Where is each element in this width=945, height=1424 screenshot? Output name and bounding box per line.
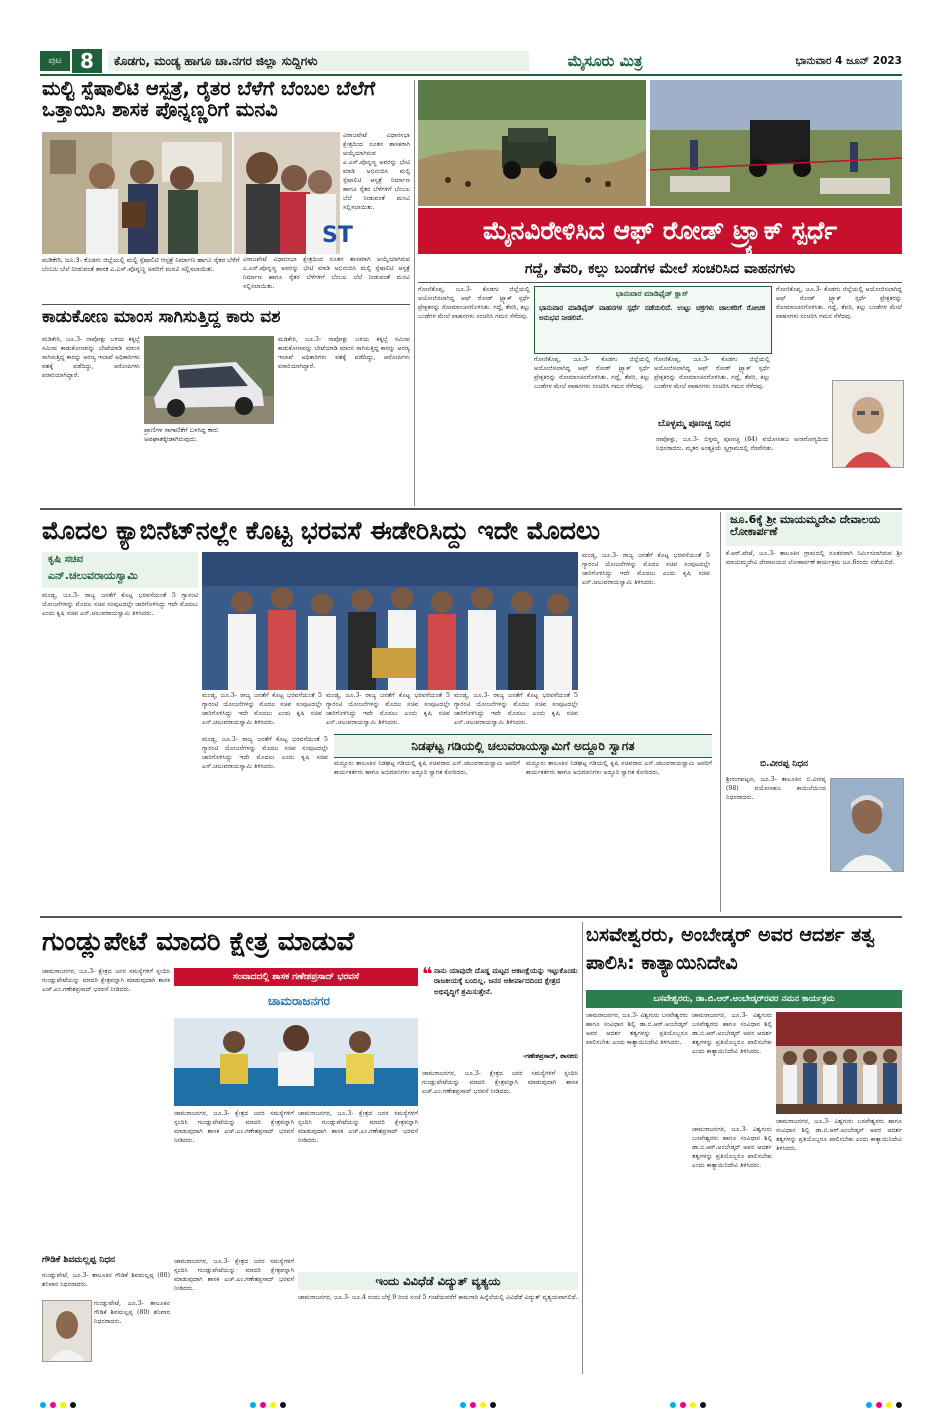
registration-dot (460, 1402, 466, 1408)
story2-body-col2: ಮಡಿಕೇರಿ, ಜೂ.3- ನಾಪೋಕ್ಲು ಬಳಿಯ ಕಕ್ಕಬ್ಬೆ ಸಮೀಪ ಕಾಡುಕೋಣವನ್ನು ಬೇಟೆಯಾಡಿ ಮಾಂಸ ಸಾಗಿಸುತ್ತಿದ್ದ ಕಾರನ್ನು ಅರಣ್ಯ ಇಲಾಖೆ ಅಧಿಕಾರಿಗಳು ವಶಕ್ಕೆ ಪಡೆದಿದ್ದು, ಆರೋಪಿಗಳು ಪರಾರಿಯಾಗಿದ್ದಾರೆ. (278, 336, 410, 370)
story6-headline: ಜೂ.6ಕ್ಕೆ ಶ್ರೀ ಮಾಯಮ್ಮದೇವಿ ದೇವಾಲಯ ಲೋಕಾರ್ಪಣೆ (726, 512, 902, 546)
registration-dot (40, 1402, 46, 1408)
story4-body-col5: ಮಂಡ್ಯ, ಜೂ.3- ರಾಜ್ಯ ಜನತೆಗೆ ಕೊಟ್ಟ ಭರವಸೆಯಂತೆ 5 ಗ್ಯಾರಂಟಿ ಯೋಜನೆಗಳನ್ನು ಮೊದಲ ಸಚಿವ ಸಂಪುಟದಲ್ಲೇ ಜಾರಿಗೊಳಿಸಿದ್ದು ಇದೇ ಮೊದಲು ಎಂದು ಕೃಷಿ ಸಚಿವ ಎನ್.ಚಲುವರಾಯಸ್ವಾಮಿ ತಿಳಿಸಿದರು. (582, 552, 710, 586)
story9-headline: ಬಸವೇಶ್ವರರು, ಅಂಬೇಡ್ಕರ್ ಅವರ ಆದರ್ಶ ತತ್ವ ಪಾಲಿಸಿ: ಕಾತ್ಯಾಯಿನಿದೇವಿ (586, 924, 875, 974)
story4-body-col4: ಮಂಡ್ಯ, ಜೂ.3- ರಾಜ್ಯ ಜನತೆಗೆ ಕೊಟ್ಟ ಭರವಸೆಯಂತೆ 5 ಗ್ಯಾರಂಟಿ ಯೋಜನೆಗಳನ್ನು ಮೊದಲ ಸಚಿವ ಸಂಪುಟದಲ್ಲೇ ಜಾರಿಗೊಳಿಸಿದ್ದು ಇದೇ ಮೊದಲು ಎಂದು ಕೃಷಿ ಸಚಿವ ಎನ್.ಚಲುವರಾಯಸ್ವಾಮಿ ತಿಳಿಸಿದರು. (454, 692, 578, 726)
story9-body-col4: ಚಾಮರಾಜನಗರ, ಜೂ.3- ವಿಶ್ವಗುರು ಬಸವೇಶ್ವರರು ಹಾಗೂ ಸಂವಿಧಾನ ಶಿಲ್ಪಿ ಡಾ.ಬಿ.ಆರ್.ಅಂಬೇಡ್ಕರ್ ಅವರ ಆದರ್ಶ ತತ್ವಗಳನ್ನು ಪ್ರತಿಯೊಬ್ಬರೂ ಪಾಲಿಸಬೇಕು ಎಂದು ಕಾತ್ಯಾಯಿನಿದೇವಿ ತಿಳಿಸಿದರು. (776, 1118, 902, 1152)
story8-headline: ಇಂದು ವಿವಿಧೆಡೆ ವಿದ್ಯುತ್ ವ್ಯತ್ಯಯ (298, 1272, 578, 1290)
divider (418, 282, 902, 283)
story1-caption: ಮಡಿಕೇರಿ, ಜೂ.3- ಕೊಡಗು ಜಿಲ್ಲೆಯಲ್ಲಿ ಮಲ್ಟಿ ಸ್ಪೆಷಾಲಿಟಿ ಆಸ್ಪತ್ರೆ ನಿರ್ಮಾಣ ಹಾಗೂ ರೈತರ ಬೆಳೆಗೆ ಬೆಂಬಲ ಬೆಲೆ ನೀಡುವಂತೆ ಶಾಸಕ ಎ.ಎಸ್.ಪೊನ್ನಣ್ಣ ಅವರಿಗೆ ಮನವಿ ಸಲ್ಲಿಸಲಾಯಿತು. (42, 256, 240, 273)
story2-headline: ಕಾಡುಕೋಣ ಮಾಂಸ ಸಾಗಿಸುತ್ತಿದ್ದ ಕಾರು ವಶ (42, 307, 281, 327)
story7-body-col5: ಚಾಮರಾಜನಗರ, ಜೂ.3- ಕ್ಷೇತ್ರದ ಜನರ ಸಮಸ್ಯೆಗಳಿಗೆ ಸ್ಪಂದಿಸಿ ಗುಂಡ್ಲುಪೇಟೆಯನ್ನು ಮಾದರಿ ಕ್ಷೇತ್ರವನ್ನಾಗಿ ಮಾಡುವುದಾಗಿ ಶಾಸಕ ಎಚ್.ಎಂ.ಗಣೇಶಪ್ರಸಾದ್ ಭರವಸೆ ನೀಡಿದರು. (174, 1258, 294, 1292)
registration-dot (70, 1402, 76, 1408)
story9-body-col1: ಚಾಮರಾಜನಗರ, ಜೂ.3- ವಿಶ್ವಗುರು ಬಸವೇಶ್ವರರು ಹಾಗೂ ಸಂವಿಧಾನ ಶಿಲ್ಪಿ ಡಾ.ಬಿ.ಆರ್.ಅಂಬೇಡ್ಕರ್ ಅವರ ಆದರ್ಶ ತತ್ವಗಳನ್ನು ಪ್ರತಿಯೊಬ್ಬರೂ ಪಾಲಿಸಬೇಕು ಎಂದು ಕಾತ್ಯಾಯಿನಿದೇವಿ ತಿಳಿಸಿದರು. (586, 1012, 688, 1046)
story6-body: ಕೆ.ಆರ್.ಪೇಟೆ, ಜೂ.3- ತಾಲೂಕಿನ ಗ್ರಾಮದಲ್ಲಿ ನೂತನವಾಗಿ ನಿರ್ಮಿಸಲಾಗಿರುವ ಶ್ರೀ ಮಾಯಮ್ಮದೇವಿ ದೇವಾಲಯದ ಲೋಕಾರ್ಪಣೆ ಕಾರ್ಯಕ್ರಮ ಜೂ.6ರಂದು ನಡೆಯಲಿದೆ. (726, 550, 902, 566)
page-label: ಪುಟ (40, 51, 70, 71)
story4-byline (42, 552, 198, 588)
byline-name: ಎನ್.ಚಲುವರಾಯಸ್ವಾಮಿ (48, 569, 138, 582)
registration-dot (700, 1402, 706, 1408)
obit1-title: ಬೊಳ್ಳಮ್ಮ ಪೂಣಚ್ಚ ನಿಧನ (658, 419, 731, 429)
story1-photo (42, 132, 232, 254)
inset-body: ಭಾನುವಾರ ಮಾಡಿಫೈಡ್ ವಾಹನಗಳ ಸ್ಪರ್ಧೆ ನಡೆಯಲಿದೆ. ಉಟ್ಟು ಚಕ್ರಗಳು ಚಾಲಕರಿಗೆ ರೋಚಕ ಅನುಭವ ನೀಡಲಿವೆ. (539, 303, 765, 323)
page-number: 8 (72, 49, 102, 73)
registration-dot (886, 1402, 892, 1408)
story7-body-col3: ಚಾಮರಾಜನಗರ, ಜೂ.3- ಕ್ಷೇತ್ರದ ಜನರ ಸಮಸ್ಯೆಗಳಿಗೆ ಸ್ಪಂದಿಸಿ ಗುಂಡ್ಲುಪೇಟೆಯನ್ನು ಮಾದರಿ ಕ್ಷೇತ್ರವನ್ನಾಗಿ ಮಾಡುವುದಾಗಿ ಶಾಸಕ ಎಚ್.ಎಂ.ಗಣೇಶಪ್ರಸಾದ್ ಭರವಸೆ ನೀಡಿದರು. (298, 1110, 418, 1144)
story4-body-col2: ಮಂಡ್ಯ, ಜೂ.3- ರಾಜ್ಯ ಜನತೆಗೆ ಕೊಟ್ಟ ಭರವಸೆಯಂತೆ 5 ಗ್ಯಾರಂಟಿ ಯೋಜನೆಗಳನ್ನು ಮೊದಲ ಸಚಿವ ಸಂಪುಟದಲ್ಲೇ ಜಾರಿಗೊಳಿಸಿದ್ದು ಇದೇ ಮೊದಲು ಎಂದು ಕೃಷಿ ಸಚಿವ ಎನ್.ಚಲುವರಾಯಸ್ವಾಮಿ ತಿಳಿಸಿದರು. (202, 692, 322, 726)
registration-dot (270, 1402, 276, 1408)
quote-mark-icon: ❝ (422, 964, 433, 985)
page-header (40, 48, 902, 76)
divider (42, 304, 410, 305)
story9-body-col2: ಚಾಮರಾಜನಗರ, ಜೂ.3- ವಿಶ್ವಗುರು ಬಸವೇಶ್ವರರು ಹಾಗೂ ಸಂವಿಧಾನ ಶಿಲ್ಪಿ ಡಾ.ಬಿ.ಆರ್.ಅಂಬೇಡ್ಕರ್ ಅವರ ಆದರ್ಶ ತತ್ವಗಳನ್ನು ಪ್ರತಿಯೊಬ್ಬರೂ ಪಾಲಿಸಬೇಕು ಎಂದು ಕಾತ್ಯಾಯಿನಿದೇವಿ ತಿಳಿಸಿದರು. (692, 1012, 772, 1055)
story4-photo (202, 552, 578, 690)
story1-body-bottom: ವಿರಾಜಪೇಟೆ ವಿಧಾನಸಭಾ ಕ್ಷೇತ್ರದಿಂದ ನೂತನ ಶಾಸಕರಾಗಿ ಆಯ್ಕೆಯಾಗಿರುವ ಎ.ಎಸ್.ಪೊನ್ನಣ್ಣ ಅವರನ್ನು ಭೇಟಿ ಮಾಡಿ ಅಭಿನಂದಿಸಿ ಮಲ್ಟಿ ಸ್ಪೆಷಾಲಿಟಿ ಆಸ್ಪತ್ರೆ ನಿರ್ಮಾಣ ಹಾಗೂ ರೈತರ ಬೆಳೆಗಳಿಗೆ ಬೆಂಬಲ ಬೆಲೆ ನೀಡುವಂತೆ ಮನವಿ ಸಲ್ಲಿಸಲಾಯಿತು. (243, 256, 410, 290)
obit3-body: ಗುಂಡ್ಲುಪೇಟೆ, ಜೂ.3- ತಾಲೂಕಿನ ಗೌಡಿಕೆ ಶಿವಮಲ್ಲಪ್ಪ (80) ಶನಿವಾರ ನಿಧನರಾದರು. (42, 1272, 170, 1288)
svg-text:ST: ST (322, 223, 353, 248)
obit1-portrait (832, 380, 904, 468)
registration-dot (876, 1402, 882, 1408)
story4-body-col1: ಮಂಡ್ಯ, ಜೂ.3- ರಾಜ್ಯ ಜನತೆಗೆ ಕೊಟ್ಟ ಭರವಸೆಯಂತೆ 5 ಗ್ಯಾರಂಟಿ ಯೋಜನೆಗಳನ್ನು ಮೊದಲ ಸಚಿವ ಸಂಪುಟದಲ್ಲೇ ಜಾರಿಗೊಳಿಸಿದ್ದು ಇದೇ ಮೊದಲು ಎಂದು ಕೃಷಿ ಸಚಿವ ಎನ್.ಚಲುವರಾಯಸ್ವಾಮಿ ತಿಳಿಸಿದರು. (42, 592, 198, 617)
registration-dot (670, 1402, 676, 1408)
offroad-body-col3: ಗೋಣಿಕೊಪ್ಪ, ಜೂ.3- ಕೊಡಗು ಜಿಲ್ಲೆಯಲ್ಲಿ ಆಯೋಜಿಸಲಾಗಿದ್ದ ಆಫ್ ರೋಡ್ ಟ್ರ್ಯಾಕ್ ಸ್ಪರ್ಧೆ ಪ್ರೇಕ್ಷಕರನ್ನು ರೋಮಾಂಚನಗೊಳಿಸಿತು. ಗದ್ದೆ, ತೆವರಿ, ಕಲ್ಲು ಬಂಡೆಗಳ ಮೇಲೆ ವಾಹನಗಳು ಸಂಚರಿಸಿ ಗಮನ ಸೆಳೆದವು. (654, 356, 770, 390)
divider (40, 916, 902, 918)
story2-body: ಮಡಿಕೇರಿ, ಜೂ.3- ನಾಪೋಕ್ಲು ಬಳಿಯ ಕಕ್ಕಬ್ಬೆ ಸಮೀಪ ಕಾಡುಕೋಣವನ್ನು ಬೇಟೆಯಾಡಿ ಮಾಂಸ ಸಾಗಿಸುತ್ತಿದ್ದ ಕಾರನ್ನು ಅರಣ್ಯ ಇಲಾಖೆ ಅಧಿಕಾರಿಗಳು ವಶಕ್ಕೆ ಪಡೆದಿದ್ದು, ಆರೋಪಿಗಳು ಪರಾರಿಯಾಗಿದ್ದಾರೆ. (42, 336, 140, 379)
story7-headline: ಗುಂಡ್ಲುಪೇಟೆ ಮಾದರಿ ಕ್ಷೇತ್ರ ಮಾಡುವೆ (42, 927, 355, 957)
column-rule (582, 922, 583, 1374)
offroad-body-col4: ಗೋಣಿಕೊಪ್ಪ, ಜೂ.3- ಕೊಡಗು ಜಿಲ್ಲೆಯಲ್ಲಿ ಆಯೋಜಿಸಲಾಗಿದ್ದ ಆಫ್ ರೋಡ್ ಟ್ರ್ಯಾಕ್ ಸ್ಪರ್ಧೆ ಪ್ರೇಕ್ಷಕರನ್ನು ರೋಮಾಂಚನಗೊಳಿಸಿತು. ಗದ್ದೆ, ತೆವರಿ, ಕಲ್ಲು ಬಂಡೆಗಳ ಮೇಲೆ ವಾಹನಗಳು ಸಂಚರಿಸಿ ಗಮನ ಸೆಳೆದವು. (776, 286, 902, 320)
registration-dot (280, 1402, 286, 1408)
page-date: ಭಾನುವಾರ 4 ಜೂನ್ 2023 (795, 55, 902, 67)
section-title: ಕೊಡಗು, ಮಂಡ್ಯ ಹಾಗೂ ಚಾ.ನಗರ ಜಿಲ್ಲಾ ಸುದ್ದಿಗಳು (108, 51, 529, 71)
story7-photo (174, 988, 418, 1106)
registration-dot (480, 1402, 486, 1408)
offroad-photo-1 (418, 80, 646, 206)
registration-dot (490, 1402, 496, 1408)
story7-body-col1: ಚಾಮರಾಜನಗರ, ಜೂ.3- ಕ್ಷೇತ್ರದ ಜನರ ಸಮಸ್ಯೆಗಳಿಗೆ ಸ್ಪಂದಿಸಿ ಗುಂಡ್ಲುಪೇಟೆಯನ್ನು ಮಾದರಿ ಕ್ಷೇತ್ರವನ್ನಾಗಿ ಮಾಡುವುದಾಗಿ ಶಾಸಕ ಎಚ್.ಎಂ.ಗಣೇಶಪ್ರಸಾದ್ ಭರವಸೆ ನೀಡಿದರು. (42, 968, 170, 993)
story2-caption: ಪ್ರಾಣಿಗಳ ಸಾಗಾಣಿಕೆಗೆ ಬಳಸಿದ್ದ ಕಾರು ಅಪಘಾತಕ್ಕೀಡಾಗಿರುವುದು. (144, 426, 219, 443)
story5-body-col1: ಮದ್ದೂರು ತಾಲೂಕಿನ ನಿಡಘಟ್ಟ ಗಡಿಯಲ್ಲಿ ಕೃಷಿ ಸಚಿವರಾದ ಎನ್.ಚಲುವರಾಯಸ್ವಾಮಿ ಅವರಿಗೆ ಕಾರ್ಯಕರ್ತರು ಹಾಗೂ ಅಭಿಮಾನಿಗಳು ಅದ್ದೂರಿ ಸ್ವಾಗತ ಕೋರಿದರು. (334, 760, 520, 776)
story4-body-col3: ಮಂಡ್ಯ, ಜೂ.3- ರಾಜ್ಯ ಜನತೆಗೆ ಕೊಟ್ಟ ಭರವಸೆಯಂತೆ 5 ಗ್ಯಾರಂಟಿ ಯೋಜನೆಗಳನ್ನು ಮೊದಲ ಸಚಿವ ಸಂಪುಟದಲ್ಲೇ ಜಾರಿಗೊಳಿಸಿದ್ದು ಇದೇ ಮೊದಲು ಎಂದು ಕೃಷಿ ಸಚಿವ ಎನ್.ಚಲುವರಾಯಸ್ವಾಮಿ ತಿಳಿಸಿದರು. (326, 692, 450, 726)
obit2-portrait (830, 778, 904, 872)
column-rule (414, 80, 415, 506)
registration-dot (250, 1402, 256, 1408)
story7-body-col2: ಚಾಮರಾಜನಗರ, ಜೂ.3- ಕ್ಷೇತ್ರದ ಜನರ ಸಮಸ್ಯೆಗಳಿಗೆ ಸ್ಪಂದಿಸಿ ಗುಂಡ್ಲುಪೇಟೆಯನ್ನು ಮಾದರಿ ಕ್ಷೇತ್ರವನ್ನಾಗಿ ಮಾಡುವುದಾಗಿ ಶಾಸಕ ಎಚ್.ಎಂ.ಗಣೇಶಪ್ರಸಾದ್ ಭರವಸೆ ನೀಡಿದರು. (174, 1110, 294, 1144)
story7-tag: ಸಂವಾದದಲ್ಲಿ ಶಾಸಕ ಗಣೇಶಪ್ರಸಾದ್ ಭರವಸೆ (174, 968, 418, 986)
offroad-inset (534, 286, 772, 354)
story4-headline: ಮೊದಲ ಕ್ಯಾಬಿನೆಟ್‌ನಲ್ಲೇ ಕೊಟ್ಟ ಭರವಸೆ ಈಡೇರಿಸಿದ್ದು ಇದೇ ಮೊದಲು (42, 516, 601, 545)
obit2-title: ಬಿ.ವೀರಪ್ಪ ನಿಧನ (760, 759, 809, 769)
story2-car-photo (144, 336, 274, 424)
story5-body-col2: ಮದ್ದೂರು ತಾಲೂಕಿನ ನಿಡಘಟ್ಟ ಗಡಿಯಲ್ಲಿ ಕೃಷಿ ಸಚಿವರಾದ ಎನ್.ಚಲುವರಾಯಸ್ವಾಮಿ ಅವರಿಗೆ ಕಾರ್ಯಕರ್ತರು ಹಾಗೂ ಅಭಿಮಾನಿಗಳು ಅದ್ದೂರಿ ಸ್ವಾಗತ ಕೋರಿದರು. (526, 760, 712, 776)
obit3-portrait (42, 1300, 92, 1362)
registration-dot (470, 1402, 476, 1408)
story1-selfie-photo (234, 132, 353, 254)
story8-body: ಚಾಮರಾಜನಗರ, ಜೂ.3- ಜೂ.4 ರಂದು ಬೆಳ್ಗೆ 9 ರಿಂದ ಸಂಜೆ 5 ಗಂಟೆಯವರೆಗೆ ಕಾಮಗಾರಿ ಹಿನ್ನೆಲೆಯಲ್ಲಿ ವಿವಿಧೆಡೆ ವಿದ್ಯುತ್ ವ್ಯತ್ಯಯವಾಗಲಿದೆ. (298, 1294, 578, 1301)
byline-title: ಕೃಷಿ ಸಚಿವ (48, 554, 84, 565)
offroad-body-col2: ಗೋಣಿಕೊಪ್ಪ, ಜೂ.3- ಕೊಡಗು ಜಿಲ್ಲೆಯಲ್ಲಿ ಆಯೋಜಿಸಲಾಗಿದ್ದ ಆಫ್ ರೋಡ್ ಟ್ರ್ಯಾಕ್ ಸ್ಪರ್ಧೆ ಪ್ರೇಕ್ಷಕರನ್ನು ರೋಮಾಂಚನಗೊಳಿಸಿತು. ಗದ್ದೆ, ತೆವರಿ, ಕಲ್ಲು ಬಂಡೆಗಳ ಮೇಲೆ ವಾಹನಗಳು ಸಂಚರಿಸಿ ಗಮನ ಸೆಳೆದವು. (534, 356, 650, 390)
obit3-title: ಗೌಡಿಕೆ ಶಿವಮಲ್ಲಪ್ಪ ನಿಧನ (42, 1255, 116, 1265)
offroad-photo-2 (650, 80, 902, 206)
divider (40, 508, 902, 510)
story9-body-col3: ಚಾಮರಾಜನಗರ, ಜೂ.3- ವಿಶ್ವಗುರು ಬಸವೇಶ್ವರರು ಹಾಗೂ ಸಂವಿಧಾನ ಶಿಲ್ಪಿ ಡಾ.ಬಿ.ಆರ್.ಅಂಬೇಡ್ಕರ್ ಅವರ ಆದರ್ಶ ತತ್ವಗಳನ್ನು ಪ್ರತಿಯೊಬ್ಬರೂ ಪಾಲಿಸಬೇಕು ಎಂದು ಕಾತ್ಯಾಯಿನಿದೇವಿ ತಿಳಿಸಿದರು. (692, 1126, 772, 1169)
registration-dot (690, 1402, 696, 1408)
registration-dot (60, 1402, 66, 1408)
registration-dot (866, 1402, 872, 1408)
photo-banner-text: ಚಾಮರಾಜನಗರ (267, 994, 330, 1008)
offroad-headline: ಮೈನವಿರೇಳಿಸಿದ ಆಫ್ ರೋಡ್ ಟ್ರ್ಯಾಕ್ ಸ್ಪರ್ಧೆ (418, 208, 902, 254)
registration-marks (40, 1400, 902, 1410)
obit2-body: ಶ್ರೀರಂಗಪಟ್ಟಣ, ಜೂ.3- ತಾಲೂಕಿನ ಬಿ.ವೀರಪ್ಪ (98) ವಯೋಸಹಜ ಕಾಯಿಲೆಯಿಂದ ನಿಧನರಾದರು. (726, 776, 826, 801)
registration-dot (260, 1402, 266, 1408)
story1-headline: ಮಲ್ಟಿ ಸ್ಪೆಷಾಲಿಟಿ ಆಸ್ಪತ್ರೆ, ರೈತರ ಬೆಳೆಗೆ ಬೆಂಬಲ ಬೆಲೆಗೆ ಒತ್ತಾಯಿಸಿ ಶಾಸಕ ಪೊನ್ನಣ್ಣರಿಗೆ ಮನವಿ (42, 77, 376, 122)
inset-label: ಭಾನುವಾರ ಮಾಡಿಫೈಡ್ ಕ್ಲಾಸ್ (615, 289, 689, 298)
story9-subhead: ಬಸವೇಶ್ವರರು, ಡಾ.ಬಿ.ಆರ್.ಅಂಬೇಡ್ಕರ್‌ರವರ ನಮನ ಕಾರ್ಯಕ್ರಮ (586, 990, 902, 1008)
masthead: ಮೈಸೂರು ಮಿತ್ರ (567, 52, 643, 70)
column-rule (720, 512, 721, 912)
registration-dot (896, 1402, 902, 1408)
quote-author: -ಗಣೇಶಪ್ರಸಾದ್, ಶಾಸಕರು (522, 1052, 578, 1060)
registration-dot (680, 1402, 686, 1408)
story7-quote (422, 966, 578, 1066)
quote-text: ನಾನು ಯಾವುದೇ ದೊಡ್ಡ ಮಟ್ಟದ ಆಕಾಂಕ್ಷೆಯನ್ನು ಇಟ್ಟುಕೊಂಡು ರಾಜಕೀಯಕ್ಕೆ ಬಂದಿಲ್ಲ. ಜನರ ಆಶೀರ್ವಾದದಿಂದ ಕ್ಷೇತ್ರದ ಅಭಿವೃದ್ಧಿಗೆ ಶ್ರಮಿಸುತ್ತೇನೆ. (434, 966, 578, 996)
story1-body-col: ವಿರಾಜಪೇಟೆ ವಿಧಾನಸಭಾ ಕ್ಷೇತ್ರದಿಂದ ನೂತನ ಶಾಸಕರಾಗಿ ಆಯ್ಕೆಯಾಗಿರುವ ಎ.ಎಸ್.ಪೊನ್ನಣ್ಣ ಅವರನ್ನು ಭೇಟಿ ಮಾಡಿ ಅಭಿನಂದಿಸಿ ಮಲ್ಟಿ ಸ್ಪೆಷಾಲಿಟಿ ಆಸ್ಪತ್ರೆ ನಿರ್ಮಾಣ ಹಾಗೂ ರೈತರ ಬೆಳೆಗಳಿಗೆ ಬೆಂಬಲ ಬೆಲೆ ನೀಡುವಂತೆ ಮನವಿ ಸಲ್ಲಿಸಲಾಯಿತು. (343, 132, 410, 211)
offroad-subhead: ಗದ್ದೆ, ತೆವರಿ, ಕಲ್ಲು ಬಂಡೆಗಳ ಮೇಲೆ ಸಂಚರಿಸಿದ ವಾಹನಗಳು (524, 261, 796, 277)
story7-body-col4: ಚಾಮರಾಜನಗರ, ಜೂ.3- ಕ್ಷೇತ್ರದ ಜನರ ಸಮಸ್ಯೆಗಳಿಗೆ ಸ್ಪಂದಿಸಿ ಗುಂಡ್ಲುಪೇಟೆಯನ್ನು ಮಾದರಿ ಕ್ಷೇತ್ರವನ್ನಾಗಿ ಮಾಡುವುದಾಗಿ ಶಾಸಕ ಎಚ್.ಎಂ.ಗಣೇಶಪ್ರಸಾದ್ ಭರವಸೆ ನೀಡಿದರು. (422, 1070, 578, 1095)
story9-photo (776, 1012, 902, 1114)
obit3-body-col2: ಗುಂಡ್ಲುಪೇಟೆ, ಜೂ.3- ತಾಲೂಕಿನ ಗೌಡಿಕೆ ಶಿವಮಲ್ಲಪ್ಪ (80) ಶನಿವಾರ ನಿಧನರಾದರು. (94, 1300, 170, 1325)
story4-body-col6: ಮಂಡ್ಯ, ಜೂ.3- ರಾಜ್ಯ ಜನತೆಗೆ ಕೊಟ್ಟ ಭರವಸೆಯಂತೆ 5 ಗ್ಯಾರಂಟಿ ಯೋಜನೆಗಳನ್ನು ಮೊದಲ ಸಚಿವ ಸಂಪುಟದಲ್ಲೇ ಜಾರಿಗೊಳಿಸಿದ್ದು ಇದೇ ಮೊದಲು ಎಂದು ಕೃಷಿ ಸಚಿವ ಎನ್.ಚಲುವರಾಯಸ್ವಾಮಿ ತಿಳಿಸಿದರು. (202, 736, 328, 770)
registration-dot (50, 1402, 56, 1408)
obit1-body: ನಾಪೋಕ್ಲು, ಜೂ.3- ಬಿಳ್ಳಮ್ಮ ಪೂಣಚ್ಚ (84) ವಯೋಸಹಜ ಅನಾರೋಗ್ಯದಿಂದ ನಿಧನರಾದರು. ಮೃತರ ಅಂತ್ಯಕ್ರಿಯೆ ಸ್ವಗ್ರಾಮದಲ್ಲಿ ನೆರವೇರಿತು. (656, 436, 828, 452)
story5-headline: ನಿಡಘಟ್ಟ ಗಡಿಯಲ್ಲಿ ಚಲುವರಾಯಸ್ವಾಮಿಗೆ ಅದ್ದೂರಿ ಸ್ವಾಗತ (334, 734, 712, 758)
offroad-body-col1: ಗೋಣಿಕೊಪ್ಪ, ಜೂ.3- ಕೊಡಗು ಜಿಲ್ಲೆಯಲ್ಲಿ ಆಯೋಜಿಸಲಾಗಿದ್ದ ಆಫ್ ರೋಡ್ ಟ್ರ್ಯಾಕ್ ಸ್ಪರ್ಧೆ ಪ್ರೇಕ್ಷಕರನ್ನು ರೋಮಾಂಚನಗೊಳಿಸಿತು. ಗದ್ದೆ, ತೆವರಿ, ಕಲ್ಲು ಬಂಡೆಗಳ ಮೇಲೆ ವಾಹನಗಳು ಸಂಚರಿಸಿ ಗಮನ ಸೆಳೆದವು. (418, 286, 530, 320)
